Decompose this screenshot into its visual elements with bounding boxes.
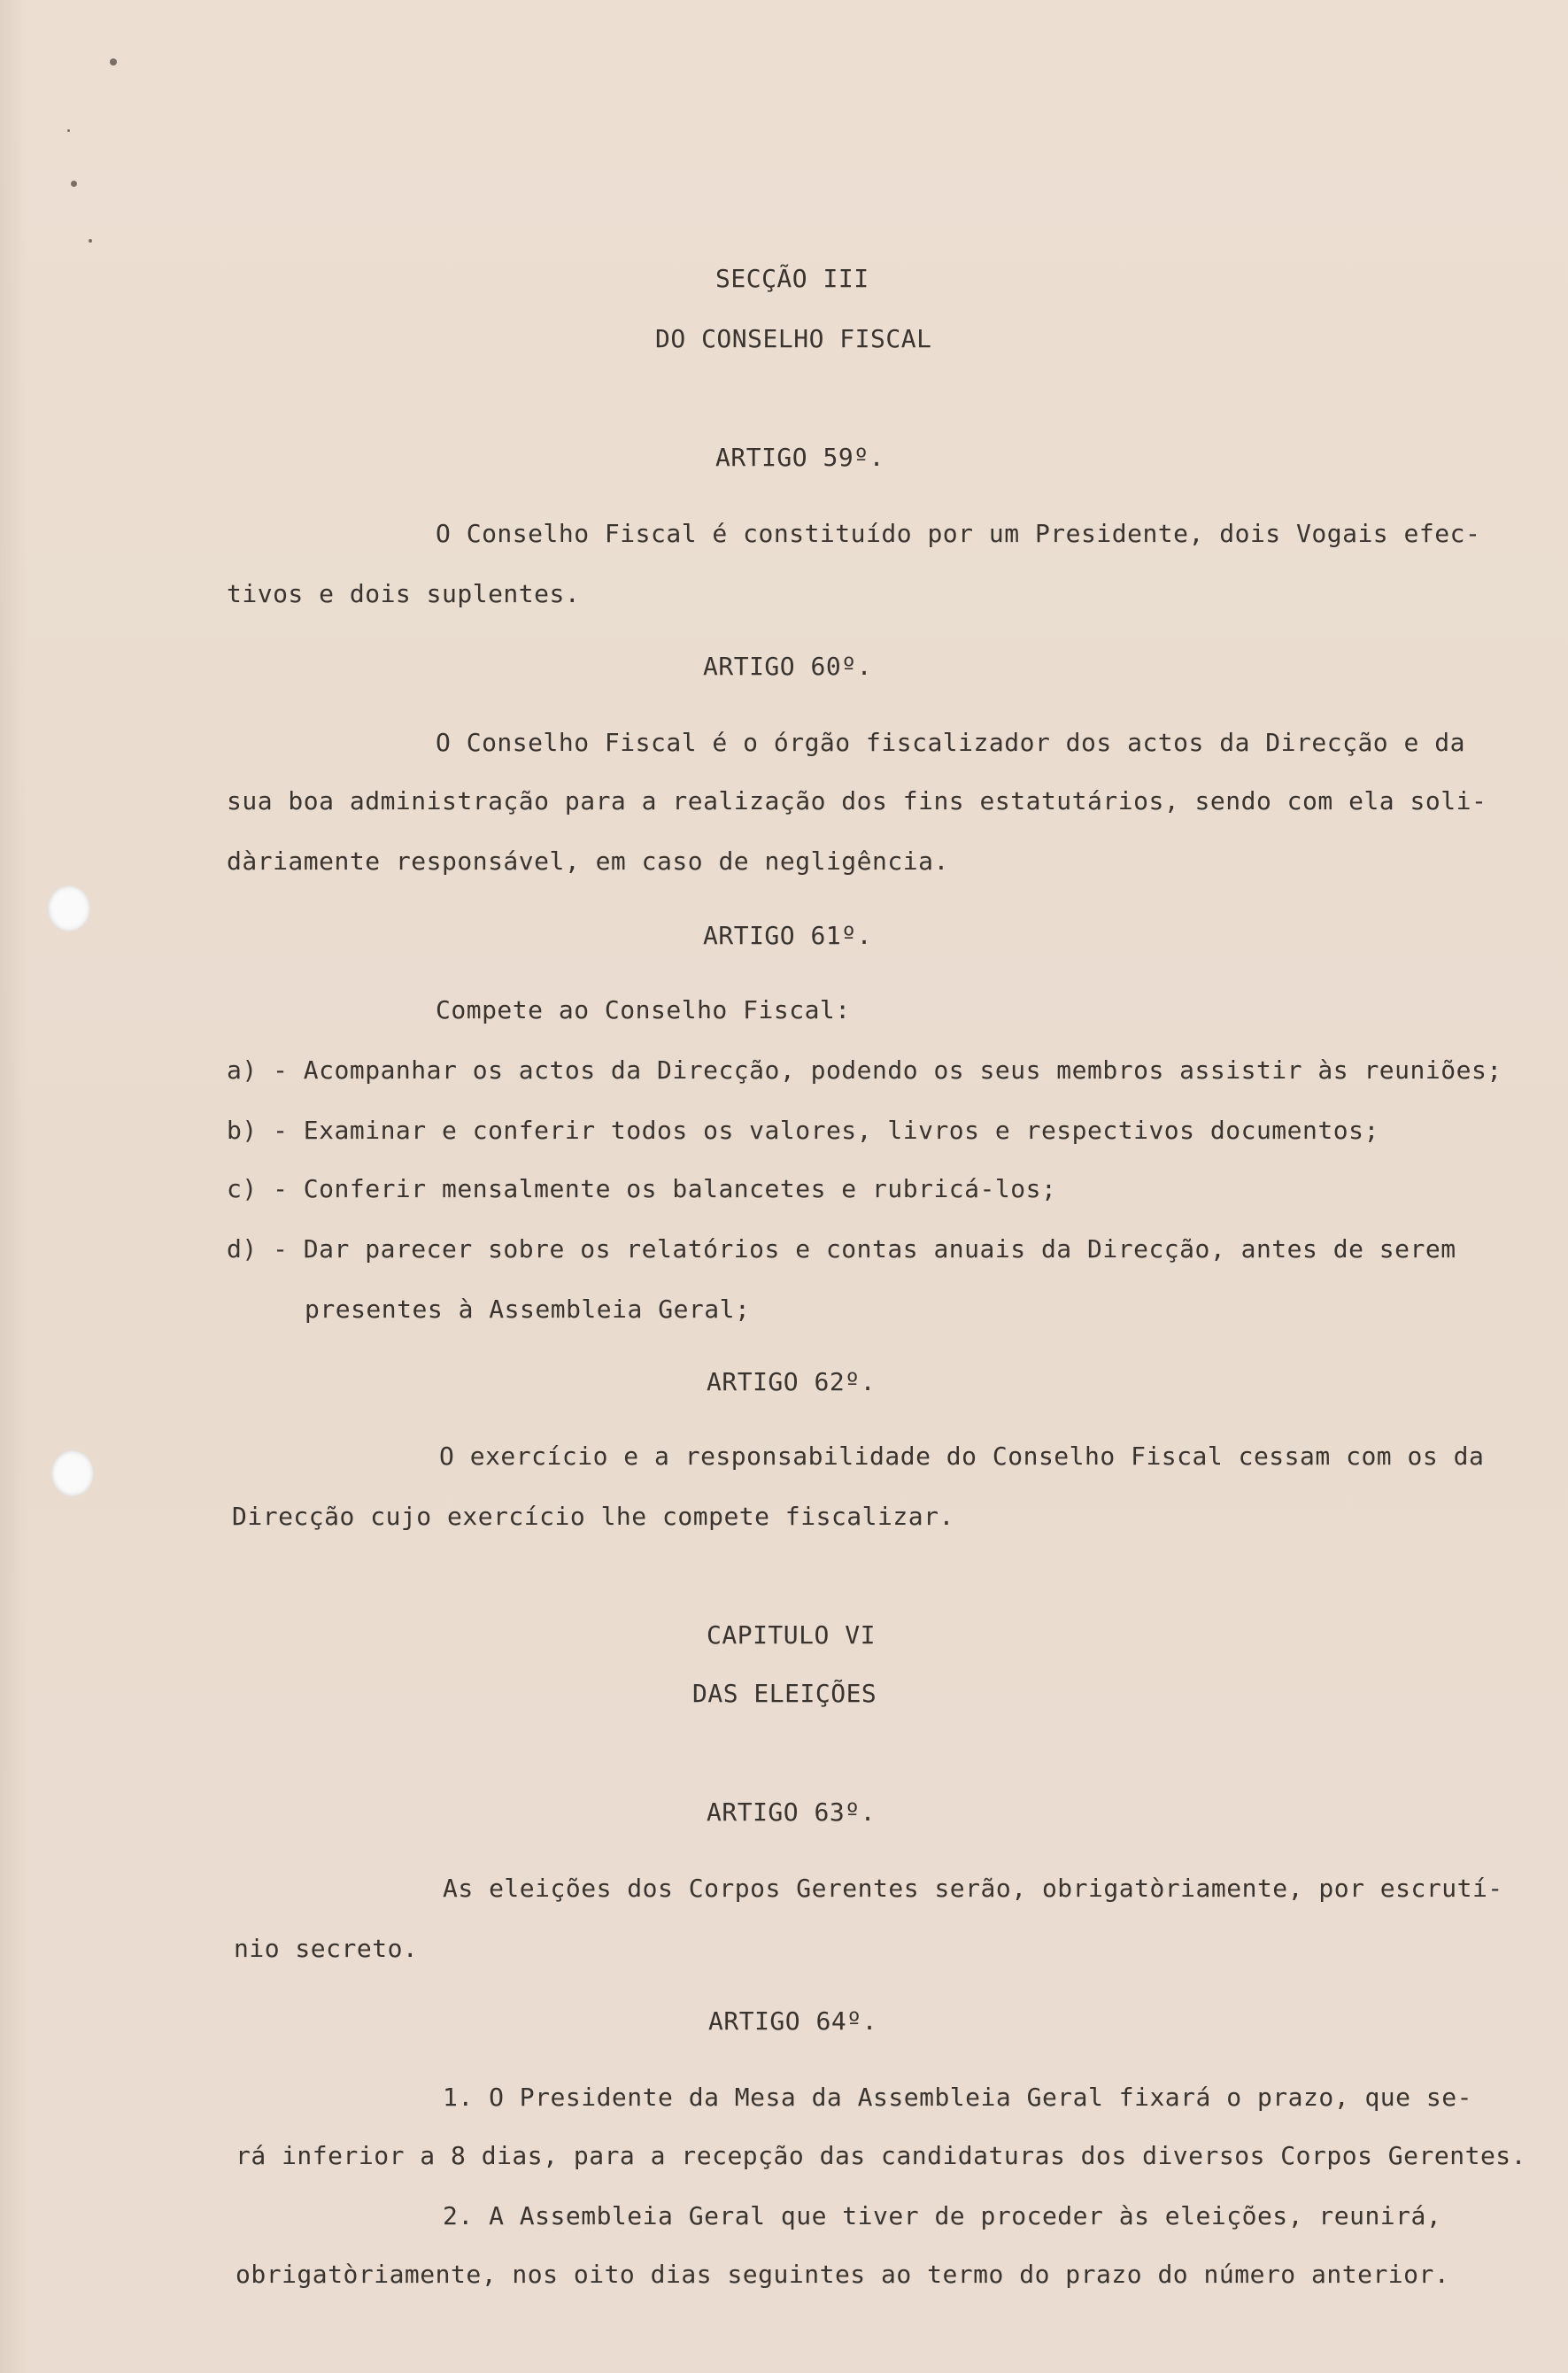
- paragraph-line: tivos e dois suplentes.: [227, 579, 581, 608]
- page-edge-shadow: [0, 0, 27, 2373]
- paragraph-line: 2. A Assembleia Geral que tiver de proceder às eleições, reunirá,: [443, 2201, 1442, 2230]
- paragraph-line: Compete ao Conselho Fiscal:: [436, 995, 851, 1024]
- paragraph-line: sua boa administração para a realização dos fins estatutários, sendo com ela soli-: [227, 786, 1487, 815]
- paper-speck: [71, 181, 77, 187]
- paragraph-line: 1. O Presidente da Mesa da Assembleia Geral fixará o prazo, que se-: [443, 2083, 1472, 2112]
- chapter-subtitle: DAS ELEIÇÕES: [692, 1679, 877, 1708]
- section-subtitle: DO CONSELHO FISCAL: [655, 324, 932, 353]
- paper-speck: [110, 58, 117, 66]
- paragraph-line: O exercício e a responsabilidade do Conselho Fiscal cessam com os da: [439, 1442, 1485, 1471]
- list-item: a) - Acompanhar os actos da Direcção, podendo os seus membros assistir às reuniões;: [227, 1055, 1502, 1085]
- article-heading: ARTIGO 61º.: [703, 921, 872, 950]
- article-heading: ARTIGO 64º.: [708, 2006, 877, 2036]
- punch-hole: [48, 885, 90, 931]
- paragraph-line: dàriamente responsável, em caso de negligência.: [227, 846, 949, 876]
- list-item: presentes à Assembleia Geral;: [305, 1295, 751, 1324]
- list-item: b) - Examinar e conferir todos os valores, livros e respectivos documentos;: [227, 1116, 1379, 1145]
- paragraph-line: obrigatòriamente, nos oito dias seguintes ao termo do prazo do número anterior.: [236, 2260, 1450, 2289]
- paper-speck: [89, 239, 92, 243]
- article-heading: ARTIGO 62º.: [707, 1367, 876, 1396]
- article-heading: ARTIGO 60º.: [703, 652, 872, 681]
- list-item: d) - Dar parecer sobre os relatórios e contas anuais da Direcção, antes de serem: [227, 1234, 1456, 1264]
- article-heading: ARTIGO 59º.: [715, 443, 884, 472]
- list-item: c) - Conferir mensalmente os balancetes e rubricá-los;: [227, 1174, 1057, 1203]
- article-heading: ARTIGO 63º.: [707, 1797, 876, 1827]
- chapter-title: CAPITULO VI: [707, 1620, 876, 1650]
- paragraph-line: O Conselho Fiscal é o órgão fiscalizador dos actos da Direcção e da: [436, 728, 1465, 757]
- punch-hole: [51, 1450, 94, 1496]
- paragraph-line: Direcção cujo exercício lhe compete fiscalizar.: [232, 1502, 954, 1531]
- paper-speck: [67, 129, 70, 132]
- paragraph-line: As eleições dos Corpos Gerentes serão, obrigatòriamente, por escrutí-: [443, 1874, 1503, 1903]
- paragraph-line: rá inferior a 8 dias, para a recepção das candidaturas dos diversos Corpos Gerentes.: [236, 2141, 1527, 2170]
- paragraph-line: nio secreto.: [234, 1934, 419, 1963]
- section-title: SECÇÃO III: [715, 264, 869, 293]
- paragraph-line: O Conselho Fiscal é constituído por um Presidente, dois Vogais efec-: [436, 519, 1481, 548]
